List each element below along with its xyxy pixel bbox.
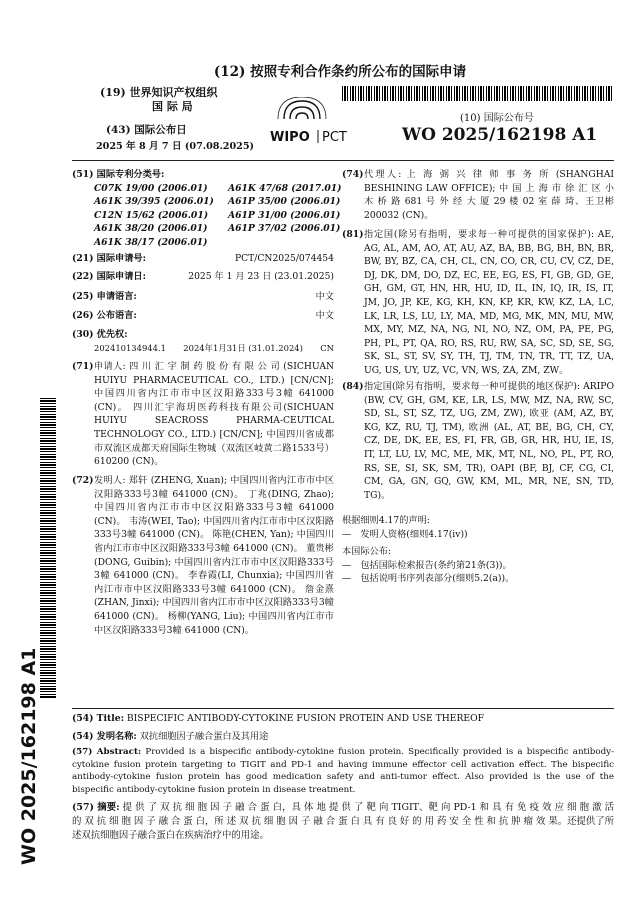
title-cn: 双抗细胞因子融合蛋白及其用途 [139,731,269,742]
abstract-en [72,746,614,796]
declaration-item: — 发明人资格(细则4.17(iv)) [342,528,468,540]
applicant-num: (71) [72,361,94,372]
wipo-logo-icon [266,97,376,145]
app-no-label: (21) 国际申请号: [72,253,147,264]
organization-name: (19) 世界知识产权组织 [100,86,218,99]
ipc-code: A61P 35/00 (2006.01) [228,196,341,208]
filing-lang-label: (25) 申请语言: [72,291,137,302]
abstract-en-label: (57) Abstract: [72,747,142,757]
ipc-codes [72,182,342,250]
applicant-section [72,360,334,469]
pub-date-label: (43) 国际公布日 [106,124,187,136]
agent-text: 代理人: 上 海 弼 兴 律 师 事 务 所 (SHANGHAI BESHINING LAW OFFICE); 中 国 上 海 市 徐 汇 区 小 木 桥 路 681 号 外 经 大 厦 29 楼 02 室 薛 琦、王卫彬 200032 (CN)。 [364,169,614,221]
pub-no-label: (10) 国际公布号 [460,113,534,124]
pub-lang-label: (26) 公布语言: [72,310,137,321]
published-item: — 包括说明书序列表部分(细则5.2(a))。 [342,573,515,585]
pub-number: WO 2025/162198 A1 [402,125,598,145]
regional-text: 指定国(除另有指明，要求每一种可提供的地区保护): ARIPO (BW, CV, GH, GM, KE, LR, LS, MW, MZ, NA, RW, SC, SD, SL, ST, SZ, TZ, UG, ZM, ZW), 欧亚 (AM, AZ, BY, KG, KZ, RU, TJ, TM), 欧洲 (AL, AT, BE, BG, CH, CY, CZ, DE, DK, EE, ES, FI, FR, GB, GR, HR, HU, IE, IS, IT, LT, LU, LV, MC, ME, MK, MT, NL, NO, PL, PT, RO, RS, SE, SI, SK, SM, TR), OAPI (BF, BJ, CF, CG, CI, CM, GA, GN, GQ, GW, KM, ML, MR, NE, SN, TD, TG)。 [364,381,614,501]
title-en: BISPECIFIC ANTIBODY-CYTOKINE FUSION PROTEIN AND USE THEREOF [126,713,484,724]
vertical-barcode-icon [40,398,56,698]
ipc-code: C07K 19/00 (2006.01) [94,182,208,194]
header-divider [72,160,614,161]
abstract-cn-text: 提 供 了 双 抗 细 胞 因 子 融 合 蛋 白，具 体 地 提 供 了 靶 向 TIGIT、靶 向 PD-1 和 具 有 免 疫 效 应 细 胞 激 活 的 双 抗 细 胞 因 子 融 合 蛋 白，所 述 双 抗 细 胞 因 子 融 合 蛋 白 具 有 良 好 的 用 药 安 全 性 和 抗 肿 瘤 效 果。还提供了所述双抗细胞因子融合蛋白在疾病治疗中的用途。 [72,802,614,841]
ipc-code: A61P 37/02 (2006.01) [228,223,341,235]
regional-num: (84) [342,381,364,392]
priority-section [72,328,334,355]
declaration-section [342,514,614,541]
title-en-label: (54) Title: [72,713,124,724]
priority-country: CN [320,342,334,353]
pub-lang: 中文 [315,310,334,321]
ipc-code: A61K 47/68 (2017.01) [228,182,342,194]
designated-states-text: 指定国(除另有指明，要求每一种可提供的国家保护): AE, AG, AL, AM, AO, AT, AU, AZ, BA, BB, BG, BH, BN, BR, BW, BY, BZ, CA, CH, CL, CN, CO, CR, CU, CV, CZ, DE, DJ, DK, DM, DO, DZ, EC, EE, EG, ES, FI, GB, GD, GE, GH, GM, GT, HN, HR, HU, ID, IL, IN, IQ, IR, IS, IT, JM, JO, JP, KE, KG, KH, KN, KP, KR, KW, KZ, LA, LC, LK, LR, LS, LU, LY, MA, MD, MG, MK, MN, MU, MW, MX, MY, MZ, NA, NG, NI, NO, NZ, OM, PA, PE, PG, PH, PL, PT, QA, RO, RS, RU, RW, SA, SC, SD, SE, SG, SK, SL, ST, SV, SY, TH, TJ, TM, TN, TR, TT, TZ, UA, UG, US, UY, UZ, VC, VN, WS, ZA, ZM, ZW。 [364,229,614,376]
filing-lang: 中文 [315,291,334,302]
ipc-code: C12N 15/62 (2006.01) [94,209,209,221]
regional-section [342,380,614,502]
app-no-row [72,252,334,266]
agent-num: (74) [342,169,364,180]
abstract-cn [72,801,614,843]
ipc-code: A61P 31/00 (2006.01) [228,209,341,221]
ipc-code: A61K 39/395 (2006.01) [94,196,214,208]
document-type-title: (12) 按照专利合作条约所公布的国际申请 [213,64,467,80]
published-item: — 包括国际检索报告(条约第21条(3))。 [342,559,512,571]
filing-date-row [72,270,334,284]
bottom-divider [72,708,614,709]
app-no: PCT/CN2025/074454 [234,253,334,264]
inventor-num: (72) [72,475,94,486]
priority-number: 202410134944.1 [94,342,166,353]
designated-states-section [342,228,614,378]
designated-states-num: (81) [342,229,364,240]
priority-label: (30) 优先权: [72,329,128,340]
pct-text: PCT [322,130,347,145]
organization-bureau: 国 际 局 [152,100,193,113]
filing-date-label: (22) 国际申请日: [72,271,147,282]
pub-date: 2025 年 8 月 7 日 (07.08.2025) [96,141,255,152]
published-section [342,545,614,586]
published-title: 本国际公布: [342,546,392,557]
inventor-text: 发明人: 郑轩 (ZHENG, Xuan); 中国四川省内江市市中区汉阳路333号3幢 641000 (CN)。 丁兆(DING, Zhao); 中国四川省内江市市中区汉阳路333号3幢 641000 (CN)。 韦涛(WEI, Tao); 中国四川省内江市市中区汉阳路333号3幢 641000 (CN)。 陈艳(CHEN, Yan); 中国四川省内江市市中区汉阳路333号3幢 641000 (CN)。 董贵彬(DONG, Guibin); 中国四川省内江市市中区汉阳路333号3幢 641000 (CN)。 李春霞(LI, Chunxia); 中国四川省内江市市中区汉阳路333号3幢 641000 (CN)。 詹金熹(ZHAN, Jinxi); 中国四川省内江市市中区汉阳路333号3幢 641000 (CN)。 杨柳(YANG, Liu); 中国四川省内江市市中区汉阳路333号3幢 641000 (CN)。 [94,475,334,636]
title-en-row [72,712,614,726]
title-cn-label: (54) 发明名称: [72,731,137,742]
ipc-code: A61K 38/17 (2006.01) [94,236,208,248]
filing-lang-row [72,290,334,304]
ipc-label: (51) 国际专利分类号: [72,169,165,180]
abstract-en-text: Provided is a bispecific antibody-cytokine fusion protein. Specifically provided is a bispecific antibody-cytokine fusion protein targeting to TIGIT and PD-1 and having immune effector cell activation effect. The bispecific antibody-cytokine fusion protein has good medication safety and anti-tumor effect. Also provided is the use of the bispecific antibody-cytokine fusion protein in disease treatment. [72,747,615,795]
agent-section [342,168,614,222]
filing-date: 2025 年 1 月 23 日 (23.01.2025) [188,271,334,282]
ipc-code: A61K 38/20 (2006.01) [94,223,208,235]
wipo-text: WIPO [270,130,310,145]
priority-date: 2024年1月31日 (31.01.2024) [183,342,303,353]
pub-lang-row [72,309,334,323]
barcode-icon [342,86,614,101]
priority-row [72,342,334,356]
applicant-text: 申请人: 四 川 汇 宇 制 药 股 份 有 限 公 司 (SICHUAN HUIYU PHARMACEUTICAL CO., LTD.) [CN/CN]; 中国四川省内江市市中区汉阳路333号3幢 641000 (CN)。 四川汇宇海玥医药科技有限公司(SICHUAN HUIYU SEACROSS PHARMA-CEUTICAL TECHNOLOGY CO., LTD.) [CN/CN]; 中国四川省成都市双流区成都天府国际生物城（双流区岐黄二路1533号） 610200 (CN)。 [94,361,334,468]
abstract-cn-label: (57) 摘要: [72,802,120,813]
declaration-title: 根据细则4.17的声明: [342,515,430,526]
ipc-section [72,168,342,250]
title-cn-row [72,730,614,744]
inventor-section [72,474,334,637]
vertical-pub-number: WO 2025/162198 A1 [18,647,40,865]
